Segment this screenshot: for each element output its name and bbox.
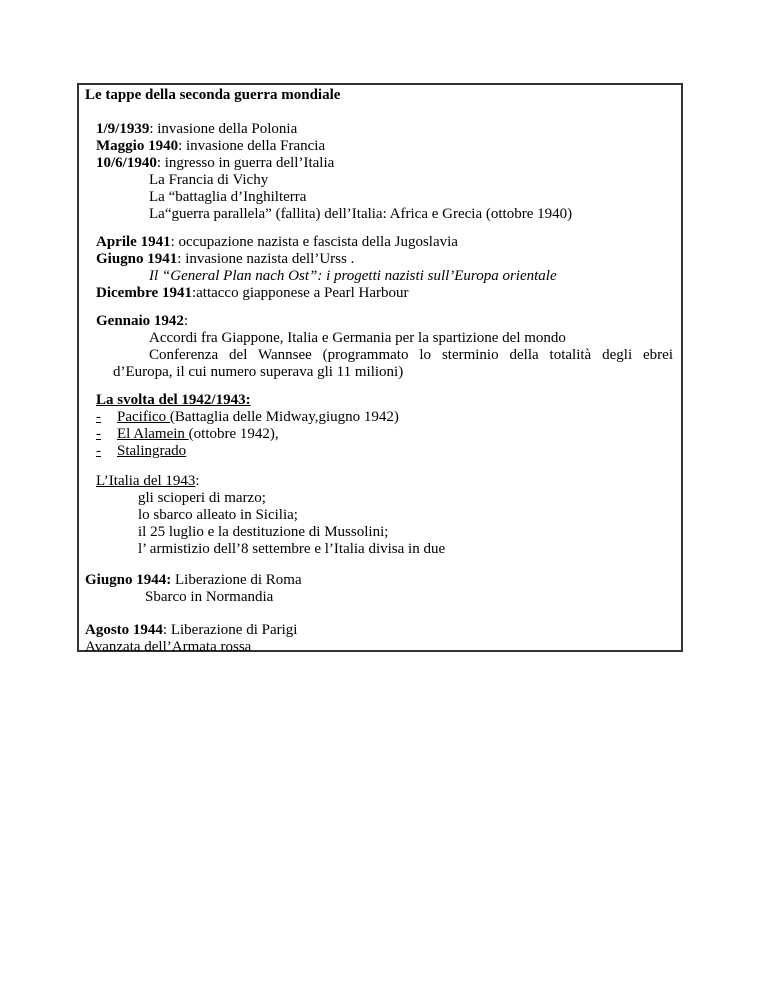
sub-event-line: l’ armistizio dell’8 settembre e l’Italia divisa in due <box>138 541 446 557</box>
sub-event-line: Avanzata dell’Armata rossa <box>85 639 252 655</box>
sub-event-line: d’Europa, il cui numero superava gli 11 milioni) <box>113 364 404 380</box>
section-heading: La svolta del 1942/1943: <box>96 392 251 408</box>
sub-event-line: Accordi fra Giappone, Italia e Germania per la spartizione del mondo <box>149 330 566 346</box>
section-1942 <box>85 313 673 381</box>
sub-event-line: gli scioperi di marzo; <box>138 490 266 506</box>
section-june-1944 <box>85 572 673 606</box>
section-1939-1940 <box>85 121 673 223</box>
sub-event-line: La “battaglia d’Inghilterra <box>149 189 307 205</box>
event-line: 1/9/1939: invasione della Polonia <box>96 121 298 137</box>
event-line: Giugno 1944: Liberazione di Roma <box>85 572 302 588</box>
section-heading: L’Italia del 1943: <box>96 473 200 489</box>
list-item: - Stalingrado <box>96 443 187 459</box>
event-line: 10/6/1940: ingresso in guerra dell’Italia <box>96 155 335 171</box>
event-line: Agosto 1944: Liberazione di Parigi <box>85 622 298 638</box>
sub-event-line: La“guerra parallela” (fallita) dell’Italia: Africa e Grecia (ottobre 1940) <box>149 206 573 222</box>
list-item: - El Alamein (ottobre 1942), <box>96 426 279 442</box>
section-1941 <box>85 234 673 302</box>
section-august-1944 <box>85 622 673 656</box>
section-turning-point <box>85 392 673 460</box>
event-line: Aprile 1941: occupazione nazista e fascista della Jugoslavia <box>96 234 458 250</box>
document-title: Le tappe della seconda guerra mondiale <box>85 87 341 103</box>
timeline-box <box>77 83 683 655</box>
event-line: Giugno 1941: invasione nazista dell’Urss . <box>96 251 355 267</box>
title-section <box>85 87 673 104</box>
sub-event-line: Conferenza del Wannsee (programmato lo sterminio della totalità degli ebrei <box>149 347 673 363</box>
sub-event-line: il 25 luglio e la destituzione di Mussolini; <box>138 524 389 540</box>
event-line: Gennaio 1942: <box>96 313 189 329</box>
sub-event-line: lo sbarco alleato in Sicilia; <box>138 507 298 523</box>
event-line: Maggio 1940: invasione della Francia <box>96 138 326 154</box>
sub-event-line: La Francia di Vichy <box>149 172 269 188</box>
sub-event-line: Il “General Plan nach Ost”: i progetti nazisti sull’Europa orientale <box>149 268 557 284</box>
section-italy-1943 <box>85 473 673 558</box>
event-line: Dicembre 1941:attacco giapponese a Pearl Harbour <box>96 285 409 301</box>
list-item: - Pacifico (Battaglia delle Midway,giugno 1942) <box>96 409 399 425</box>
sub-event-line: Sbarco in Normandia <box>145 589 274 605</box>
